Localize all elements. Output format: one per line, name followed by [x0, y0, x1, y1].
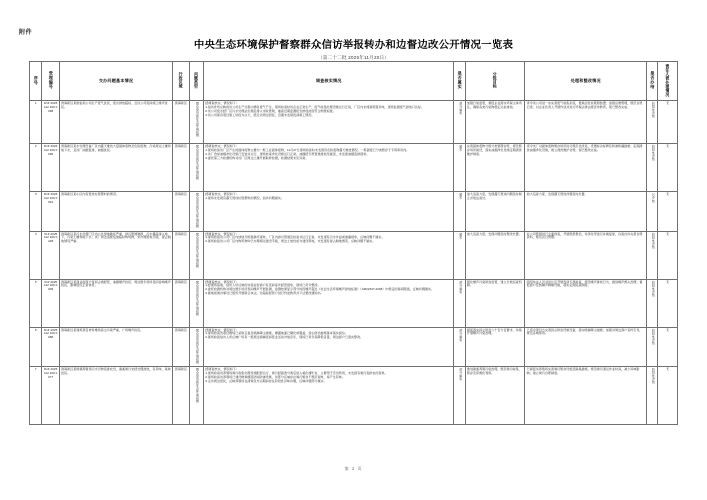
cell-index: 1 [30, 101, 42, 144]
investigation-line: 经调查核实，情况如下： [205, 231, 239, 236]
table-row [30, 101, 678, 144]
cell-index: 5 [30, 279, 42, 327]
cell-is-true [454, 144, 465, 192]
cell-is-closed-text: 阶段性办结 [650, 280, 655, 296]
header-investigation-text: 调查核实情况 [315, 78, 342, 84]
cell-handling: 责令该公司进一步完善废气收集系统，更换活性炭吸附装置；加强运维管理，规范台账记录；对企业负责人开展约谈并进行环保法律法规宣传教育。现已整改完成。 [525, 101, 647, 144]
cell-handling: 责令该厂对固体废物暂存场所进行规范化改造，设置标识标牌及防渗防漏措施；定期清洗油烟净化设施，建立清洗维护台账。现已整改完成。 [525, 144, 647, 192]
cell-problem-basic: 滨海新区某水处理设备厂区内露天堆放大量固体废物及危险废物，污染周边土壤和地下水，且该厂油烟直排，油烟扰民。 [59, 144, 172, 192]
header-problem-type [189, 62, 203, 101]
cell-region: 滨海新区 [173, 144, 189, 192]
investigation-line: 2.现场检查信访人所反映广场有一组周边商铺夜间营业活动外放音乐，现场已责令其降低音量，周边商户已落实整改。 [205, 335, 364, 340]
cell-investigation [204, 192, 454, 232]
cell-problem-type-text: 群众身边的生态环境问题 [194, 145, 199, 180]
cell-is-true [454, 327, 465, 367]
cell-rectify-target: 完善固体废物分级分类管理台账，规范暂存场所建设，落实油烟净化设施定期清洗维护制度。 [465, 144, 525, 192]
attachment-label: 附件 [19, 29, 32, 36]
cell-person-handled: 无 [658, 231, 678, 279]
cell-investigation [204, 144, 454, 192]
cell-handling: 组织执法人员对该片区开展夜间专项检查，规范噪声排放行为，推进噪声源头治理；督促商户安装隔声降噪设施，落实定期巡查制度。 [525, 279, 647, 327]
cell-is-closed [647, 231, 658, 279]
header-receipt-no-text: 受理编号 [48, 71, 54, 90]
cell-is-closed [647, 327, 658, 367]
investigation-line: 经调查核实，情况如下： [205, 101, 239, 105]
cell-rectify-target: 加大巡查力度，发现问题及时整改处置。 [465, 231, 525, 279]
data-table [29, 61, 678, 425]
cell-investigation [204, 367, 454, 425]
header-rectify-target [465, 62, 525, 101]
cell-region: 滨海新区 [173, 327, 189, 367]
cell-problem-type-text: 群众身边的生态环境问题 [194, 193, 199, 228]
cell-problem-basic: 滨海新区某建筑项目材料堆场扬尘污染严重，广场噪声扰民。 [59, 327, 172, 367]
cell-problem-basic: 滨海新区某商业街商户夜间占道经营，油烟噪声扰民；周边娱乐场所夜间音响噪声扰民，影响居民正常休息。 [59, 279, 172, 327]
header-region-text: 行政区域 [179, 72, 185, 89]
cell-is-closed-text: 阶段性办结 [650, 368, 655, 384]
table-row [30, 231, 678, 279]
cell-region: 滨海新区 [173, 192, 189, 232]
cell-is-true-text: 部分属实 [458, 280, 463, 293]
cell-rectify-target: 强化噪声污染防治监管，建立长效巡查机制。 [465, 279, 525, 327]
page-footer: 第 1 页 [344, 466, 363, 471]
cell-rectify-target: 推进畜禽养殖污染治理，规范粪污收集、暂存及资源化利用。 [465, 367, 525, 425]
header-handling [525, 62, 647, 101]
cell-region: 滨海新区 [173, 367, 189, 425]
table-row [30, 327, 678, 367]
cell-investigation [204, 101, 454, 144]
cell-problem-type [189, 327, 203, 367]
investigation-line: 1.现场未发现有露天焚烧垃圾塑料的情况，信访问题属实。 [205, 195, 284, 200]
cell-is-closed [647, 101, 658, 144]
cell-problem-basic: 滨海新区某胶粘剂公司生产废气扰民，废水排放超标，且该公司夜间施工噪声扰民。 [59, 101, 172, 144]
cell-person-handled: 无 [658, 367, 678, 425]
cell-is-true-text: 部分属实 [458, 102, 463, 115]
header-handling-text: 处理和整改情况 [570, 78, 601, 84]
cell-is-true-text: 属实 [458, 193, 463, 200]
cell-is-closed-text: 阶段性办结 [650, 232, 655, 248]
cell-rectify-target: 加强日常监管，督促企业落实环保主体责任，确保各类污染物稳定达标排放。 [465, 101, 525, 144]
cell-is-closed-text: 阶段性办结 [650, 328, 655, 344]
cell-is-true-text: 部分属实 [458, 368, 463, 381]
investigation-line: 经调查核实，情况如下： [205, 367, 239, 372]
investigation-line: 经调查核实，情况如下： [205, 192, 239, 196]
cell-region: 滨海新区 [173, 279, 189, 327]
cell-investigation [204, 231, 454, 279]
cell-person-handled: 无 [658, 279, 678, 327]
header-is-true-text: 是否属实 [457, 71, 463, 90]
cell-problem-type-text: 群众身边的生态环境问题 [194, 232, 199, 268]
header-investigation [204, 62, 454, 101]
header-problem-basic [59, 62, 172, 101]
header-region [173, 62, 189, 101]
cell-person-handled: 无 [658, 327, 678, 367]
cell-is-true-text: 属实 [458, 145, 463, 152]
cell-problem-type [189, 231, 203, 279]
cell-problem-type [189, 367, 203, 425]
header-is-true [454, 62, 465, 101]
investigation-line: 1.现场检查该养殖场粪污收集处理设施配套运行，粪污经固液分离后进入氧化塘贮存，主要用于还田利用，未发现有粪污直排农田现象。 [205, 370, 388, 375]
cell-index: 2 [30, 144, 42, 192]
cell-person-handled: 无 [658, 192, 678, 232]
cell-problem-type-text: 群众身边的生态环境问题 [194, 280, 199, 316]
cell-rectify-target: 加大巡查力度，发现露天焚烧问题及时制止并依法查处。 [465, 192, 525, 232]
cell-handling: 已督促该养殖场完善粪污暂存设施及除臭措施，规范粪污清运作业时间，减少异味影响；建立粪污台账制度。 [525, 367, 647, 425]
cell-handling: 加大巡查力度，发现露天焚烧问题及时处置。 [525, 192, 647, 232]
investigation-line: 经调查核实，情况如下： [205, 327, 239, 332]
cell-is-closed [647, 144, 658, 192]
cell-receipt-no: D1F 2025 112 100 0095 [42, 144, 60, 192]
cell-is-closed-text: 阶段性办结 [650, 102, 655, 118]
header-receipt-no [42, 62, 60, 101]
header-rectify-target-text: 分级目标 [493, 72, 499, 89]
public-disclosure-table [29, 61, 678, 425]
cell-is-closed-text: 已办结 [650, 193, 655, 203]
header-is-closed-text: 是否办结 [650, 71, 656, 90]
investigation-line: 2.委托检测机构对周边娱乐场所夜间噪声开展监测，监测结果显示部分时段噪声超过《社会生活环境噪声排放标准》（GB22337-2008）中规定的昼间限值，反映问题属实。 [205, 287, 435, 292]
investigation-line: 1.现场检查该项目堆场已采取苫盖及喷淋降尘措施，裸露地面已硬化或覆盖，扬尘防治措施基本落实到位。 [205, 331, 348, 336]
cell-problem-basic: 滨海新区某规模养殖场污水污物直排农田，畜禽粪污未经处理排放，有异味，臭味扰民。 [59, 367, 172, 425]
table-row [30, 279, 678, 327]
cell-is-closed [647, 367, 658, 425]
cell-index: 6 [30, 327, 42, 367]
cell-is-true [454, 231, 465, 279]
investigation-line: 1.现场检查该厂区产生的固体废物主要为一般工业固体废物，11月27日现场检查时未发现有危险废物露天堆放情况，一般固废已分类暂存于专用库房内。 [205, 147, 410, 152]
cell-region: 滨海新区 [173, 101, 189, 144]
table-body [30, 101, 678, 425]
cell-person-handled: 无 [658, 101, 678, 144]
cell-index: 4 [30, 231, 42, 279]
table-header-row [30, 62, 678, 101]
investigation-line: 1.信访件所反映的该公司生产过程中确有废气产生，现场检查时该企业正常生产，废气收集处理设施运行正常，厂区内未闻到明显异味，现场监测废气排放口达标。 [205, 104, 425, 109]
cell-is-true-text: 部分属实 [458, 328, 463, 341]
investigation-line: 3.走访周边居民，反映养殖场在清粪及外运期间存在阶段性异味问题，反映问题部分属实。 [205, 378, 327, 383]
cell-is-closed-text: 阶段性办结 [650, 145, 655, 161]
cell-rectify-target: 督促落实扬尘防治六个百分百要求，持续开展噪声污染治理。 [465, 327, 525, 367]
cell-problem-type-text: 群众身边的生态环境问题 [194, 102, 199, 137]
cell-is-closed [647, 192, 658, 232]
cell-is-true [454, 192, 465, 232]
investigation-line: 3.属地街道办事处已组织开展联合执法，对超标经营户进行约谈教育并下达整改通知书。 [205, 291, 324, 296]
investigation-line: 2.现场检查该公司厂区内构筑物均已办理相关建设手续，周边土地性质为建设用地，未发现有侵占耕地情况，反映问题不属实。 [205, 239, 376, 244]
header-problem-basic-text: 交办问题基本情况 [98, 78, 134, 84]
document-title: 中央生态环境保护督察群众信访举报转办和边督边改公开情况一览表 [193, 40, 514, 51]
cell-problem-type [189, 144, 203, 192]
cell-index: 3 [30, 192, 42, 232]
cell-region: 滨海新区 [173, 231, 189, 279]
title-block [0, 36, 707, 61]
cell-problem-type [189, 101, 203, 144]
cell-handling: 已责令项目方完善扬尘防治设施设备，落实喷淋降尘措施；加强对周边商户宣传引导，规范音响使用。 [525, 327, 647, 367]
cell-investigation [204, 327, 454, 367]
investigation-line: 1.现场检查该公司厂区内绿地无明显破坏现象，厂区内排污管道及检查井运行正常，未发现有污水外溢或渗漏现象，反映问题不属实。 [205, 235, 385, 240]
cell-is-true-text: 属实 [458, 232, 463, 239]
header-person-handled-text: 责任人被处理情况 [665, 63, 671, 97]
cell-handling: 对公司管网进行全面排查，开展隐患整治，对绿化带进行补植复绿，自查自纠完善台账资料，规范运行管理。 [525, 231, 647, 279]
cell-is-true [454, 367, 465, 425]
investigation-line: 3.该公司现有项目施工时段为白天，经走访周边居民，近期未发现夜间施工情况。 [205, 112, 315, 117]
cell-problem-type-text: 群众身边的生态环境问题 [194, 368, 199, 403]
investigation-line: 1.经现场查看，信访人所反映的该商业街商户有夜间室外经营现象，现场已责令整改。 [205, 283, 321, 288]
cell-receipt-no: D1F 2025 112 100 0098 [42, 101, 60, 144]
investigation-line: 3.委托第三方检测机构对该厂区周边土壤开展取样检测，检测结果未见异常。 [205, 155, 309, 160]
cell-receipt-no: D1F 2025 112 100 0077 [42, 367, 60, 425]
table-row [30, 144, 678, 192]
cell-investigation [204, 279, 454, 327]
investigation-line: 2.现场检查该养殖场已建设堆粪棚及防雨防渗设施，但部分区域存在粪污暂存不规范现象，易产生异味。 [205, 374, 345, 379]
header-index [30, 62, 42, 101]
investigation-line: 2.该公司废水经厂区污水处理站处理后排入市政管网，抽查近期监测报告排放浓度符合纳管标准。 [205, 108, 336, 113]
header-is-closed [647, 62, 658, 101]
cell-problem-basic: 滨海新区某污水处理厂区内公共绿地破坏严重，排污管道破损，污水横流渗入地下，污染土壤和地下水；该厂周边违规搭建临时构筑物，未办理用地手续，侵占耕地情况严重。 [59, 231, 172, 279]
document-subtitle: （第二十二批 2025年11月20日） [317, 55, 390, 60]
cell-is-closed [647, 279, 658, 327]
cell-problem-type [189, 192, 203, 232]
cell-receipt-no: D1F 2025 112 100 0088 [42, 327, 60, 367]
cell-index: 7 [30, 367, 42, 425]
cell-receipt-no: X12 2025 112 100 0009 [42, 279, 60, 327]
cell-receipt-no: X1F 2025 112 100 0228 [42, 231, 60, 279]
cell-is-true [454, 101, 465, 144]
table-row [30, 367, 678, 425]
cell-is-true [454, 279, 465, 327]
investigation-line: 2.该厂食堂油烟净化设施已安装并运行，现场检查净化设施运行正常，油烟经专用管道排放至楼顶，未发现油烟直排现象。 [205, 151, 370, 156]
header-problem-type-text: 问题类型 [194, 72, 200, 89]
cell-problem-type-text: 群众身边的生态环境问题 [194, 328, 199, 364]
investigation-line: 经调查核实，情况如下： [205, 144, 239, 148]
cell-problem-type [189, 279, 203, 327]
header-person-handled [658, 62, 678, 101]
cell-receipt-no: D1F 2025 112 100 0091 [42, 192, 60, 232]
investigation-line: 经调查核实，情况如下： [205, 279, 239, 284]
cell-problem-basic: 滨海新区某小区内有焚烧垃圾塑料的情况。 [59, 192, 172, 232]
table-row [30, 192, 678, 232]
header-index-text: 序号 [33, 75, 39, 85]
cell-person-handled: 无 [658, 144, 678, 192]
